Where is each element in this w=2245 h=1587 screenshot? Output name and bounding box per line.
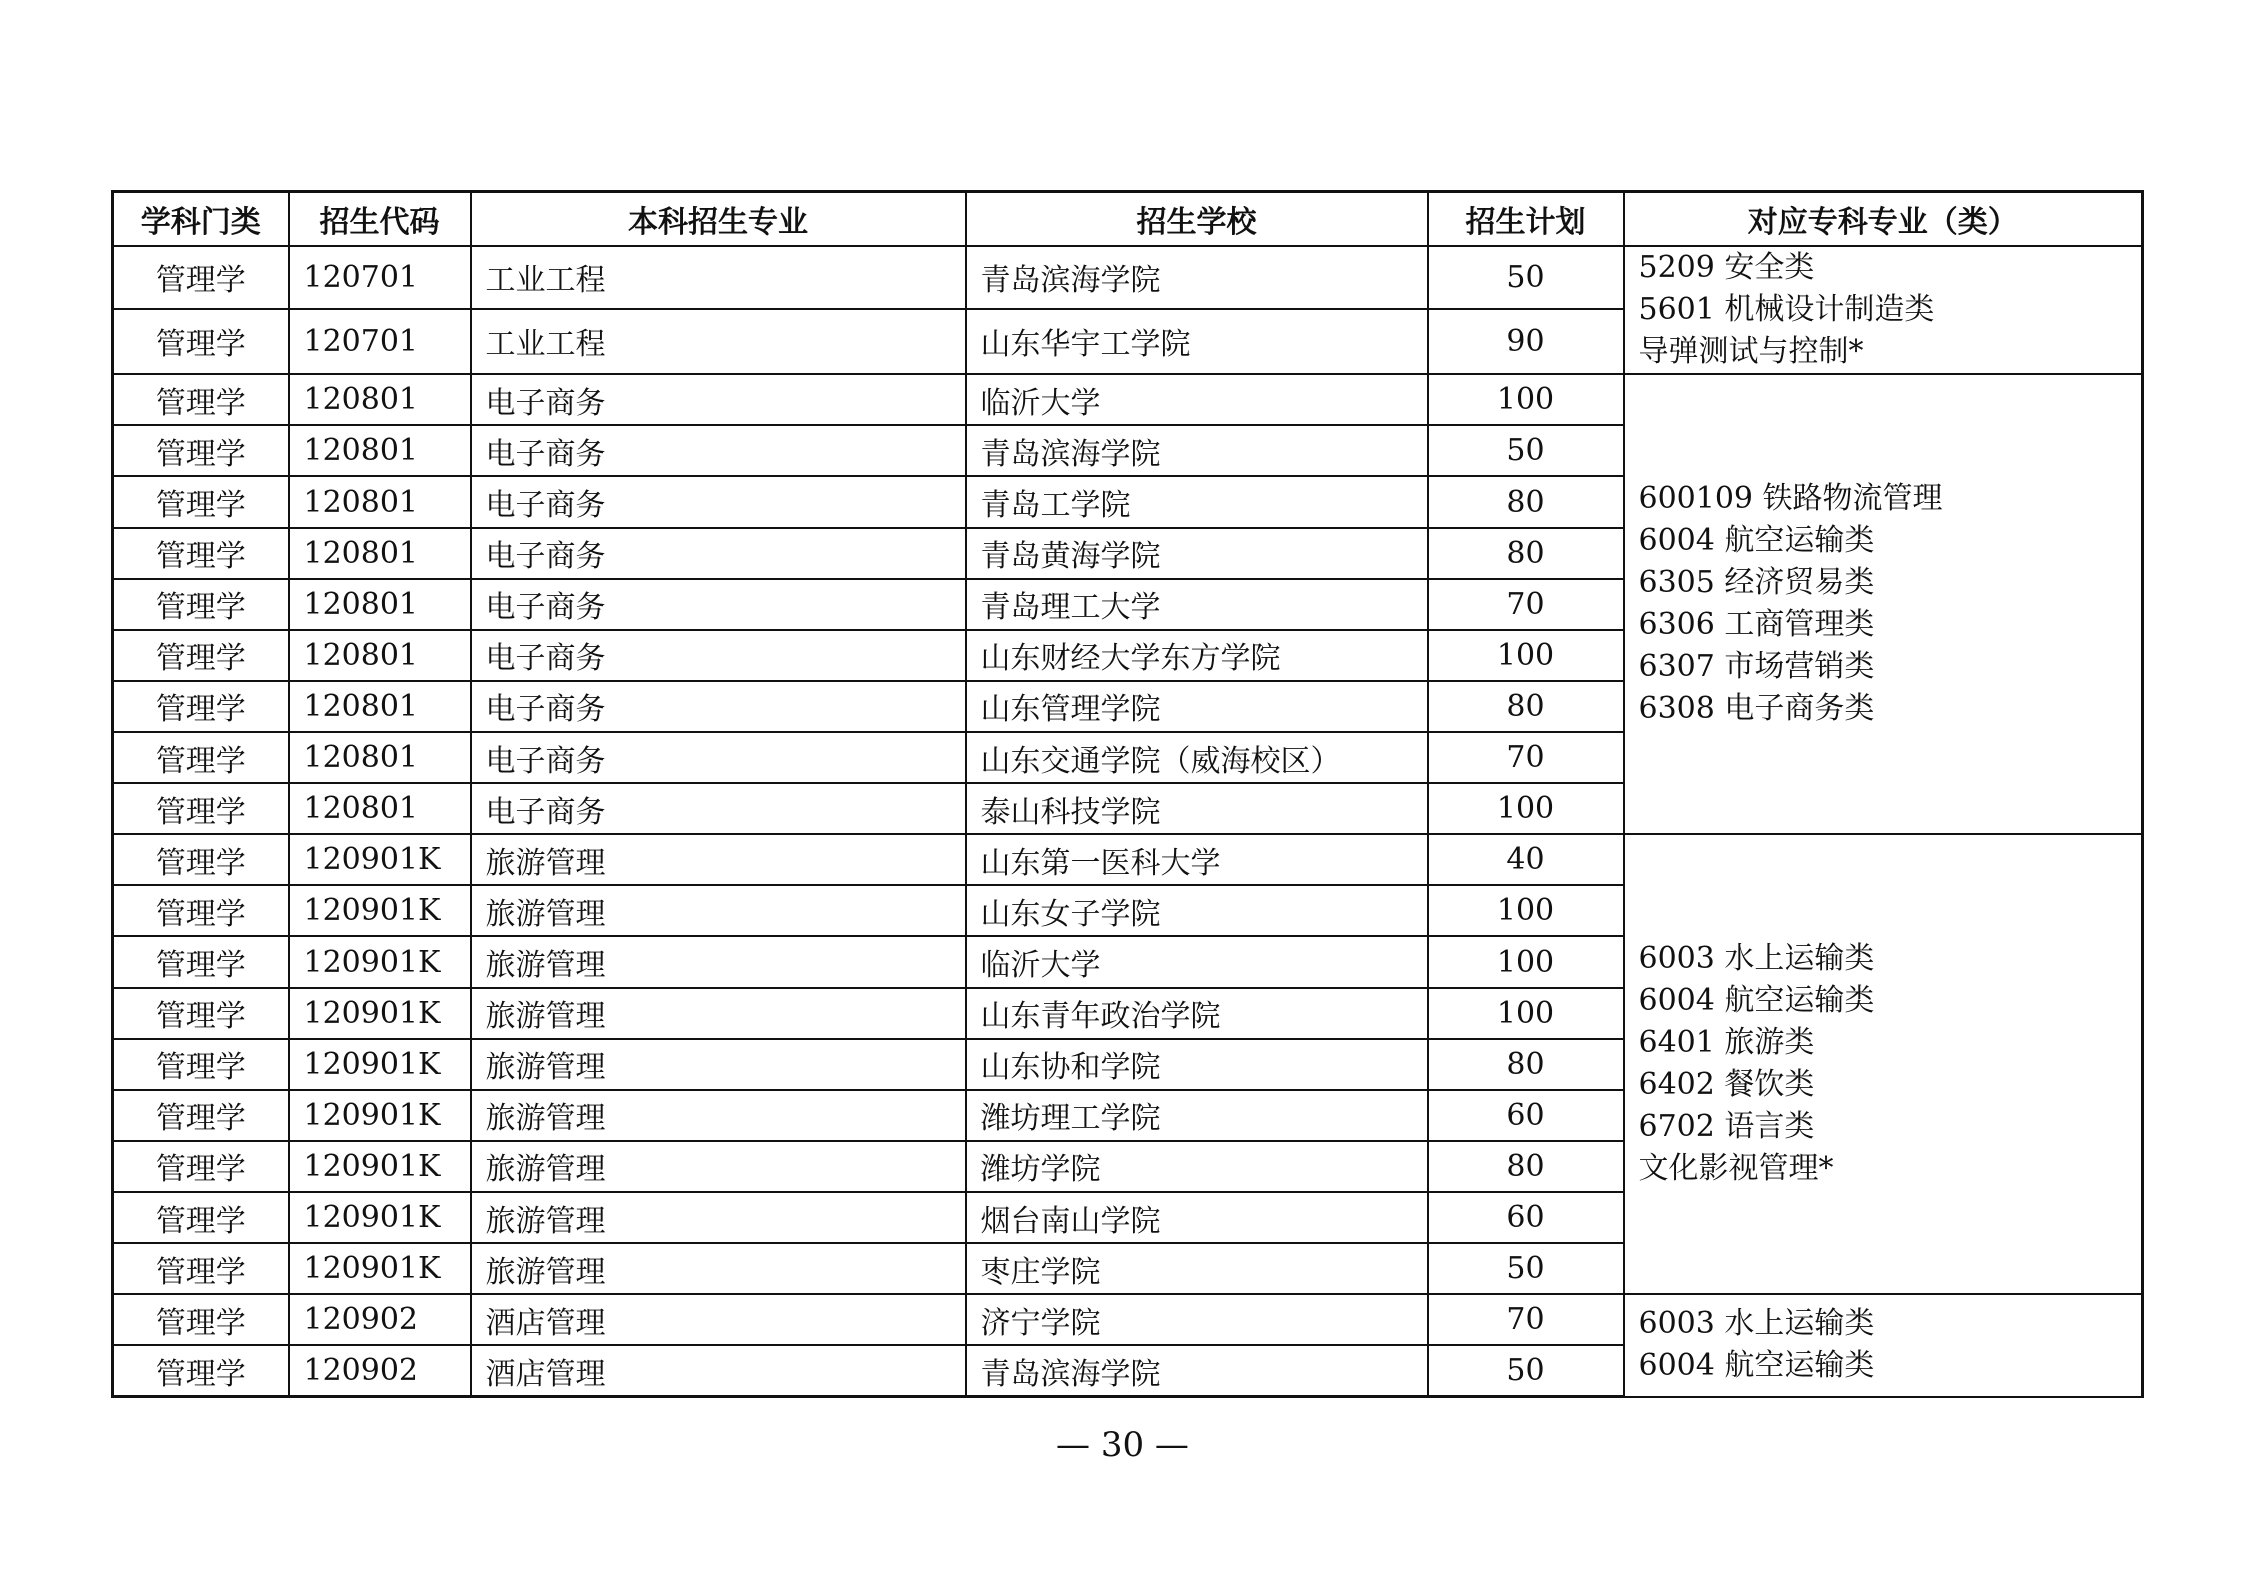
cell-school: 山东华宇工学院 (966, 309, 1428, 375)
cell-corresponding-majors (1624, 1294, 2143, 1396)
cell-plan: 70 (1428, 732, 1624, 783)
cell-school: 泰山科技学院 (966, 783, 1428, 834)
header-corresponding: 对应专科专业（类） (1624, 192, 2143, 247)
cell-plan: 70 (1428, 579, 1624, 630)
corresponding-major-item: 6004 航空运输类 (1638, 983, 1875, 1019)
cell-category: 管理学 (113, 630, 289, 681)
cell-major: 电子商务 (471, 579, 966, 630)
page-number: — 30 — (1056, 1425, 1189, 1465)
cell-major: 旅游管理 (471, 936, 966, 987)
corresponding-major-item: 6003 水上运输类 (1638, 941, 1875, 977)
cell-category: 管理学 (113, 834, 289, 885)
cell-major: 电子商务 (471, 783, 966, 834)
cell-category: 管理学 (113, 1039, 289, 1090)
cell-code: 120801 (289, 374, 471, 425)
cell-category: 管理学 (113, 1141, 289, 1192)
cell-major: 工业工程 (471, 246, 966, 309)
cell-corresponding-majors (1624, 246, 2143, 374)
cell-corresponding-majors (1624, 374, 2143, 834)
cell-code: 120901K (289, 1141, 471, 1192)
cell-plan: 100 (1428, 885, 1624, 936)
cell-code: 120801 (289, 476, 471, 527)
cell-category: 管理学 (113, 1345, 289, 1396)
cell-plan: 60 (1428, 1192, 1624, 1243)
header-plan: 招生计划 (1428, 192, 1624, 247)
cell-code: 120901K (289, 834, 471, 885)
cell-category: 管理学 (113, 476, 289, 527)
cell-category: 管理学 (113, 885, 289, 936)
cell-code: 120801 (289, 425, 471, 476)
cell-plan: 50 (1428, 1243, 1624, 1294)
cell-plan: 60 (1428, 1090, 1624, 1141)
cell-category: 管理学 (113, 783, 289, 834)
cell-category: 管理学 (113, 1243, 289, 1294)
cell-school: 烟台南山学院 (966, 1192, 1428, 1243)
cell-major: 酒店管理 (471, 1294, 966, 1345)
cell-code: 120801 (289, 732, 471, 783)
table-header-row (113, 192, 2143, 247)
cell-category: 管理学 (113, 425, 289, 476)
header-category: 学科门类 (113, 192, 289, 247)
cell-major: 工业工程 (471, 309, 966, 375)
cell-category: 管理学 (113, 528, 289, 579)
cell-code: 120801 (289, 579, 471, 630)
cell-category: 管理学 (113, 246, 289, 309)
cell-plan: 50 (1428, 425, 1624, 476)
cell-major: 旅游管理 (471, 834, 966, 885)
cell-school: 青岛滨海学院 (966, 246, 1428, 309)
corresponding-major-item: 6004 航空运输类 (1638, 1348, 1875, 1384)
cell-plan: 80 (1428, 528, 1624, 579)
cell-school: 青岛滨海学院 (966, 425, 1428, 476)
cell-plan: 100 (1428, 374, 1624, 425)
cell-school: 山东管理学院 (966, 681, 1428, 732)
cell-school: 山东协和学院 (966, 1039, 1428, 1090)
cell-major: 旅游管理 (471, 1039, 966, 1090)
corresponding-major-item: 导弹测试与控制* (1638, 334, 1864, 370)
corresponding-major-item: 6401 旅游类 (1638, 1025, 1815, 1061)
cell-code: 120701 (289, 309, 471, 375)
cell-category: 管理学 (113, 681, 289, 732)
cell-code: 120901K (289, 988, 471, 1039)
cell-major: 电子商务 (471, 528, 966, 579)
cell-major: 电子商务 (471, 374, 966, 425)
cell-school: 山东交通学院（威海校区） (966, 732, 1428, 783)
cell-school: 枣庄学院 (966, 1243, 1428, 1294)
cell-plan: 100 (1428, 988, 1624, 1039)
cell-plan: 80 (1428, 1039, 1624, 1090)
corresponding-major-item: 5209 安全类 (1638, 250, 1815, 286)
cell-school: 济宁学院 (966, 1294, 1428, 1345)
cell-category: 管理学 (113, 309, 289, 375)
corresponding-major-item: 6305 经济贸易类 (1638, 565, 1875, 601)
cell-category: 管理学 (113, 988, 289, 1039)
corresponding-major-item: 6003 水上运输类 (1638, 1306, 1875, 1342)
header-code: 招生代码 (289, 192, 471, 247)
cell-code: 120901K (289, 1090, 471, 1141)
corresponding-major-item: 6307 市场营销类 (1638, 649, 1875, 685)
cell-school: 青岛理工大学 (966, 579, 1428, 630)
cell-school: 青岛工学院 (966, 476, 1428, 527)
cell-category: 管理学 (113, 1294, 289, 1345)
cell-code: 120901K (289, 936, 471, 987)
cell-plan: 50 (1428, 246, 1624, 309)
cell-major: 旅游管理 (471, 885, 966, 936)
cell-school: 山东青年政治学院 (966, 988, 1428, 1039)
cell-major: 旅游管理 (471, 1192, 966, 1243)
cell-major: 电子商务 (471, 630, 966, 681)
cell-plan: 50 (1428, 1345, 1624, 1396)
cell-major: 电子商务 (471, 732, 966, 783)
cell-category: 管理学 (113, 374, 289, 425)
cell-code: 120801 (289, 681, 471, 732)
corresponding-major-item: 5601 机械设计制造类 (1638, 292, 1935, 328)
cell-plan: 80 (1428, 476, 1624, 527)
cell-code: 120902 (289, 1294, 471, 1345)
table-row (113, 246, 2143, 309)
cell-plan: 100 (1428, 630, 1624, 681)
cell-category: 管理学 (113, 1192, 289, 1243)
cell-code: 120901K (289, 1192, 471, 1243)
corresponding-major-item: 6702 语言类 (1638, 1109, 1815, 1145)
cell-category: 管理学 (113, 579, 289, 630)
cell-plan: 90 (1428, 309, 1624, 375)
cell-plan: 100 (1428, 783, 1624, 834)
cell-code: 120901K (289, 1243, 471, 1294)
cell-code: 120701 (289, 246, 471, 309)
header-major: 本科招生专业 (471, 192, 966, 247)
corresponding-major-item: 6308 电子商务类 (1638, 691, 1875, 727)
corresponding-major-item: 文化影视管理* (1638, 1151, 1834, 1187)
cell-major: 旅游管理 (471, 1141, 966, 1192)
cell-major: 旅游管理 (471, 988, 966, 1039)
corresponding-major-item: 6402 餐饮类 (1638, 1067, 1815, 1103)
cell-school: 潍坊学院 (966, 1141, 1428, 1192)
cell-plan: 80 (1428, 1141, 1624, 1192)
cell-plan: 70 (1428, 1294, 1624, 1345)
cell-major: 旅游管理 (471, 1090, 966, 1141)
cell-school: 临沂大学 (966, 936, 1428, 987)
cell-school: 山东第一医科大学 (966, 834, 1428, 885)
cell-code: 120902 (289, 1345, 471, 1396)
cell-major: 酒店管理 (471, 1345, 966, 1396)
cell-category: 管理学 (113, 936, 289, 987)
cell-plan: 80 (1428, 681, 1624, 732)
corresponding-major-item: 6306 工商管理类 (1638, 607, 1875, 643)
cell-major: 旅游管理 (471, 1243, 966, 1294)
enrollment-table (111, 190, 2144, 1398)
table-row (113, 834, 2143, 885)
cell-major: 电子商务 (471, 425, 966, 476)
cell-category: 管理学 (113, 1090, 289, 1141)
cell-category: 管理学 (113, 732, 289, 783)
cell-code: 120901K (289, 885, 471, 936)
cell-corresponding-majors (1624, 834, 2143, 1294)
cell-school: 山东财经大学东方学院 (966, 630, 1428, 681)
cell-code: 120801 (289, 630, 471, 681)
table-row (113, 374, 2143, 425)
cell-code: 120801 (289, 783, 471, 834)
corresponding-major-item: 6004 航空运输类 (1638, 523, 1875, 559)
cell-school: 潍坊理工学院 (966, 1090, 1428, 1141)
cell-code: 120801 (289, 528, 471, 579)
cell-school: 青岛滨海学院 (966, 1345, 1428, 1396)
cell-major: 电子商务 (471, 476, 966, 527)
cell-major: 电子商务 (471, 681, 966, 732)
table-body (113, 246, 2143, 1397)
cell-school: 青岛黄海学院 (966, 528, 1428, 579)
cell-school: 山东女子学院 (966, 885, 1428, 936)
corresponding-major-item: 600109 铁路物流管理 (1638, 481, 1943, 517)
cell-plan: 40 (1428, 834, 1624, 885)
cell-plan: 100 (1428, 936, 1624, 987)
cell-code: 120901K (289, 1039, 471, 1090)
cell-school: 临沂大学 (966, 374, 1428, 425)
table-row (113, 1294, 2143, 1345)
header-school: 招生学校 (966, 192, 1428, 247)
